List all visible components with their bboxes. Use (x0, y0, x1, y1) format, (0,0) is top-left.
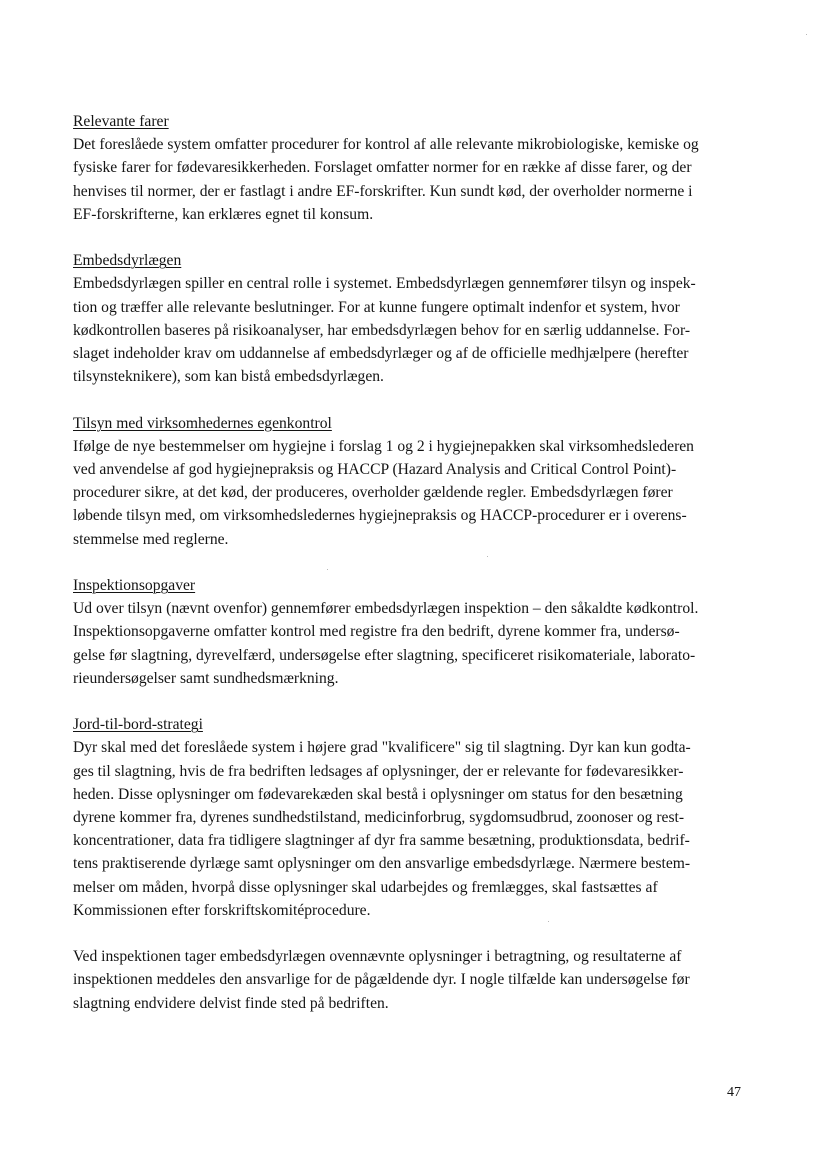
paragraph-line: Det foreslåede system omfatter procedurer for kontrol af alle relevante mikrobiologiske, kemiske og (73, 136, 699, 154)
section-closing-paragraph (73, 945, 749, 1015)
section-inspektionsopgaver (73, 574, 749, 690)
paragraph-line: løbende tilsyn med, om virksomhedsledernes hygiejnepraksis og HACCP-procedurer er i overens- (73, 507, 687, 525)
paragraph-line: tion og træffer alle relevante beslutninger. For at kunne fungere optimalt indenfor et system, hvor (73, 298, 680, 316)
paragraph-line: melser om måden, hvorpå disse oplysninger skal udarbejdes og fremlægges, skal fastsættes af (73, 878, 658, 896)
section-jord-til-bord (73, 713, 749, 922)
paragraph-line: gelse før slagtning, dyrevelfærd, undersøgelse efter slagtning, specificeret risikomateriale, laborato- (73, 646, 696, 664)
paragraph-line: Ud over tilsyn (nævnt ovenfor) gennemfører embedsdyrlægen inspektion – den såkaldte kødkontrol. (73, 600, 699, 618)
section-heading: Jord-til-bord-strategi (73, 716, 203, 734)
paragraph-line: henvises til normer, der er fastlagt i andre EF-forskrifter. Kun sundt kød, der overholder normerne i (73, 182, 693, 200)
paragraph-line: Embedsdyrlægen spiller en central rolle i systemet. Embedsdyrlægen gennemfører tilsyn og inspek- (73, 275, 696, 293)
paragraph-line: koncentrationer, data fra tidligere slagtninger af dyr fra samme besætning, produktionsdata, bedrif- (73, 832, 690, 850)
section-embedsdyrlaegen (73, 249, 749, 388)
paragraph-line: tilsynsteknikere), som kan bistå embedsdyrlægen. (73, 368, 384, 386)
paragraph-line: slagtning endvidere delvist finde sted på bedriften. (73, 994, 389, 1012)
section-heading: Tilsyn med virksomhedernes egenkontrol (73, 414, 332, 432)
paragraph-line: tens praktiserende dyrlæge samt oplysninger om den ansvarlige embedsdyrlæge. Nærmere bestem- (73, 855, 691, 873)
scan-speck (548, 921, 549, 922)
paragraph-line: inspektionen meddeles den ansvarlige for de pågældende dyr. I nogle tilfælde kan undersøgelse før (73, 971, 690, 989)
section-tilsyn (73, 412, 749, 551)
paragraph-line: ges til slagtning, hvis de fra bedriften ledsages af oplysninger, der er relevante for fødevaresikker- (73, 762, 684, 780)
scan-speck (806, 34, 807, 35)
scan-speck (327, 569, 328, 570)
paragraph-line: EF-forskrifterne, kan erklæres egnet til konsum. (73, 205, 374, 223)
paragraph-line: slaget indeholder krav om uddannelse af embedsdyrlæger og af de officielle medhjælpere (herefter (73, 345, 689, 363)
scan-speck (487, 556, 488, 557)
paragraph-line: procedurer sikre, at det kød, der produceres, overholder gældende regler. Embedsdyrlægen fører (73, 484, 673, 502)
paragraph-line: Kommissionen efter forskriftskomitéprocedure. (73, 901, 371, 919)
page-number: 47 (727, 1085, 741, 1100)
document-body (73, 110, 749, 1038)
paragraph-line: ved anvendelse af god hygiejnepraksis og HACCP (Hazard Analysis and Critical Control Point)- (73, 461, 677, 479)
paragraph-line: dyrene kommer fra, dyrenes sundhedstilstand, medicinforbrug, sygdomsudbrud, zoonoser og rest- (73, 809, 685, 827)
paragraph-line: Ifølge de nye bestemmelser om hygiejne i forslag 1 og 2 i hygiejnepakken skal virksomhedslederen (73, 437, 694, 455)
paragraph-line: Dyr skal med det foreslåede system i højere grad "kvalificere" sig til slagtning. Dyr kan kun godta- (73, 739, 691, 757)
section-heading: Inspektionsopgaver (73, 577, 196, 595)
paragraph-line: rieundersøgelser samt sundhedsmærkning. (73, 669, 339, 687)
paragraph-line: heden. Disse oplysninger om fødevarekæden skal bestå i oplysninger om status for den besætning (73, 785, 683, 803)
paragraph-line: Inspektionsopgaverne omfatter kontrol med registre fra den bedrift, dyrene kommer fra, undersø- (73, 623, 680, 641)
paragraph-line: stemmelse med reglerne. (73, 530, 229, 548)
paragraph-line: kødkontrollen baseres på risikoanalyser, har embedsdyrlægen behov for en særlig uddannelse. For- (73, 321, 691, 339)
section-heading: Embedsdyrlægen (73, 252, 182, 270)
paragraph-line: fysiske farer for fødevaresikkerheden. Forslaget omfatter normer for en række af disse farer, og der (73, 159, 692, 177)
section-relevante-farer (73, 110, 749, 226)
paragraph-line: Ved inspektionen tager embedsdyrlægen ovennævnte oplysninger i betragtning, og resultaterne af (73, 948, 682, 966)
section-heading: Relevante farer (73, 113, 169, 130)
